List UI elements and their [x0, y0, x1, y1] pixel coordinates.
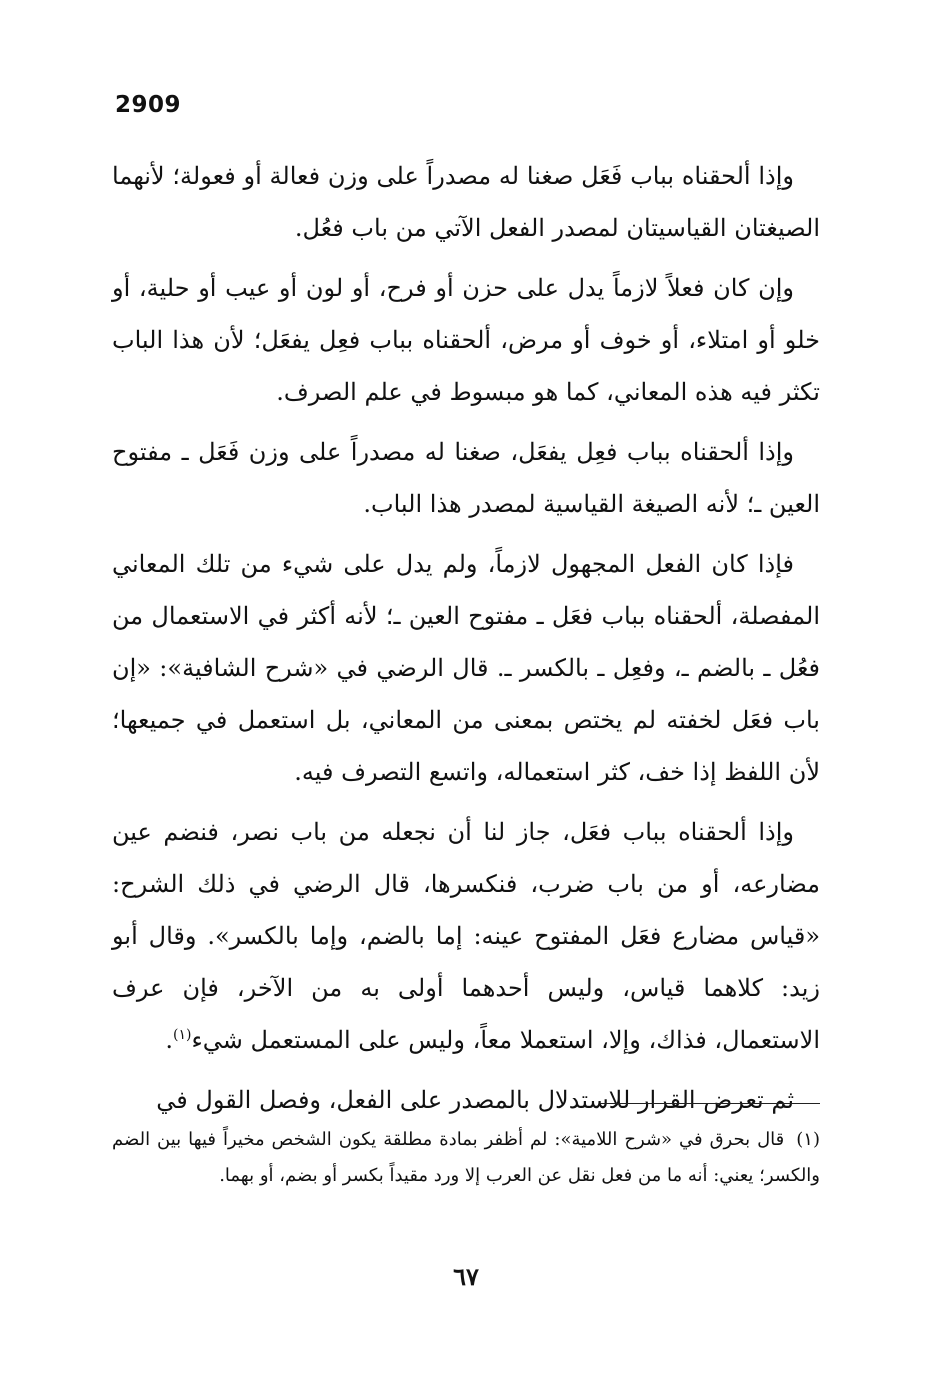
top-page-number: 2909 [115, 92, 182, 118]
paragraph-3: وإذا ألحقناه بباب فعِل يفعَل، صغنا له مصدراً على وزن فَعَل ـ مفتوح العين ـ؛ لأنه الصيغة القياسية لمصدر هذا الباب. [112, 438, 820, 518]
page-number: ٦٧ [453, 1262, 479, 1291]
paragraph-1: وإذا ألحقناه بباب فَعَل صغنا له مصدراً على وزن فعالة أو فعولة؛ لأنهما الصيغتان القياسيتان لمصدر الفعل الآتي من باب فعُل. [112, 162, 820, 242]
paragraph-5-period: . [165, 1026, 174, 1054]
footnote-divider [600, 1103, 820, 1104]
paragraph-2: وإن كان فعلاً لازماً يدل على حزن أو فرح، أو لون أو عيب أو حلية، أو خلو أو امتلاء، أو خوف أو مرض، ألحقناه بباب فعِل يفعَل؛ لأن هذا الباب تكثر فيه هذه المعاني، كما هو مبسوط في علم الصرف. [112, 274, 820, 406]
footnote [112, 1122, 820, 1194]
main-text [112, 150, 820, 1134]
paragraph-5 [112, 806, 820, 1066]
paragraph-4: فإذا كان الفعل المجهول لازماً، ولم يدل على شيء من تلك المعاني المفصلة، ألحقناه بباب فعَل ـ مفتوح العين ـ؛ لأنه أكثر في الاستعمال من فعُل ـ بالضم ـ، وفعِل ـ بالكسر ـ. قال الرضي في «شرح الشافية»: «إن باب فعَل لخفته لم يختص بمعنى من المعاني، بل استعمل في جميعها؛ لأن اللفظ إذا خف، كثر استعماله، واتسع التصرف فيه. [112, 550, 820, 786]
paragraph-6: ثم تعرض القرار للاستدلال بالمصدر على الفعل، وفصل القول في [156, 1086, 794, 1114]
footnote-label: (١) [796, 1129, 820, 1150]
footnote-reference: (١) [173, 1027, 192, 1043]
paragraph-5-text: وإذا ألحقناه بباب فعَل، جاز لنا أن نجعله من باب نصر، فنضم عين مضارعه، أو من باب ضرب، فنكسرها، قال الرضي في ذلك الشرح: «قياس مضارع فعَل المفتوح عينه: إما بالضم، وإما بالكسر». وقال أبو زيد: كلاهما قياس، وليس أحدهما أولى به من الآخر، فإن عرف الاستعمال، فذاك، وإلا، استعملا معاً، وليس على المستعمل شيء [112, 818, 820, 1054]
footnote-text: قال بحرق في «شرح اللامية»: لم أظفر بمادة مطلقة يكون الشخص مخيراً فيها بين الضم والكسر؛ يعني: أنه ما من فعل نقل عن العرب إلا ورد مقيداً بكسر أو بضم، أو بهما. [112, 1129, 820, 1186]
